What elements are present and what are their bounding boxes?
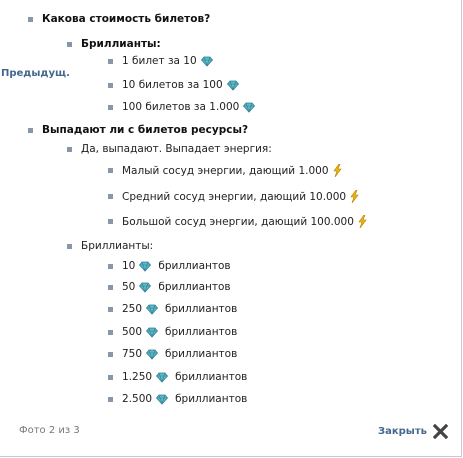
bullet	[108, 264, 113, 269]
diamond-amount: 50	[122, 281, 136, 293]
lightning-icon	[350, 190, 359, 203]
bullet	[67, 42, 72, 47]
list-item	[108, 55, 213, 67]
bullet	[28, 17, 33, 22]
diamond-word: бриллиантов	[175, 393, 248, 405]
diamond-amount: 1.250	[122, 371, 153, 383]
diamond-amount: 500	[122, 326, 143, 338]
bullet	[108, 307, 113, 312]
bullet	[108, 105, 113, 110]
bullet	[67, 147, 72, 152]
diamond-icon	[139, 282, 151, 293]
sub-heading	[67, 240, 153, 252]
diamond-word: бриллиантов	[158, 260, 231, 272]
bullet	[108, 83, 113, 88]
list-item	[108, 79, 239, 91]
diamond-word: бриллиантов	[165, 303, 238, 315]
list-item	[108, 101, 255, 113]
list-item	[108, 393, 247, 405]
bullet	[108, 352, 113, 357]
bullet	[108, 397, 113, 402]
sub-heading-text: Бриллианты:	[81, 38, 161, 50]
diamond-icon	[139, 261, 151, 272]
diamond-icon	[156, 372, 168, 383]
close-button[interactable]	[378, 424, 448, 439]
previous-photo-button[interactable]: Предыдущ.	[1, 68, 70, 79]
faq-question	[28, 13, 210, 25]
lightning-icon	[333, 164, 342, 177]
list-item	[108, 281, 231, 293]
diamond-icon	[243, 102, 255, 113]
bullet	[108, 194, 113, 199]
diamond-amount: 750	[122, 348, 143, 360]
diamond-icon	[146, 327, 158, 338]
diamond-amount: 10	[122, 260, 136, 272]
list-item-text: Большой сосуд энергии, дающий 100.000	[122, 215, 354, 228]
list-item	[108, 164, 342, 177]
bullet	[108, 59, 113, 64]
diamond-word: бриллиантов	[158, 281, 231, 293]
bullet	[108, 219, 113, 224]
diamond-amount: 250	[122, 303, 143, 315]
list-item	[108, 215, 367, 228]
diamond-word: бриллиантов	[175, 371, 248, 383]
bullet	[108, 375, 113, 380]
sub-heading-text: Бриллианты:	[81, 240, 154, 252]
close-label: Закрыть	[378, 426, 427, 437]
diamond-icon	[156, 394, 168, 405]
list-item	[108, 348, 237, 360]
bullet	[108, 330, 113, 335]
list-item	[108, 190, 359, 203]
list-item-text: 10 билетов за 100	[122, 79, 223, 91]
list-item	[108, 326, 237, 338]
diamond-word: бриллиантов	[165, 348, 238, 360]
photo-counter: Фото 2 из 3	[19, 425, 80, 436]
list-item	[108, 303, 237, 315]
question-text: Выпадают ли с билетов ресурсы?	[42, 124, 249, 136]
sub-heading-text: Да, выпадают. Выпадает энергия:	[81, 143, 272, 155]
diamond-word: бриллиантов	[165, 326, 238, 338]
bullet	[108, 285, 113, 290]
faq-question	[28, 124, 248, 136]
diamond-icon	[201, 56, 213, 67]
list-item-text: 1 билет за 10	[122, 55, 197, 67]
list-item	[108, 371, 247, 383]
diamond-icon	[146, 304, 158, 315]
diamond-icon	[227, 80, 239, 91]
diamond-icon	[146, 349, 158, 360]
bullet	[67, 244, 72, 249]
diamond-amount: 2.500	[122, 393, 153, 405]
list-item-text: 100 билетов за 1.000	[122, 101, 240, 113]
question-text: Какова стоимость билетов?	[42, 13, 211, 25]
list-item-text: Средний сосуд энергии, дающий 10.000	[122, 190, 347, 203]
bullet	[28, 128, 33, 133]
sub-heading	[67, 143, 272, 155]
close-icon[interactable]	[433, 424, 448, 439]
lightning-icon	[358, 215, 367, 228]
sub-heading	[67, 38, 161, 50]
list-item-text: Малый сосуд энергии, дающий 1.000	[122, 164, 329, 177]
bullet	[108, 168, 113, 173]
list-item	[108, 260, 231, 272]
